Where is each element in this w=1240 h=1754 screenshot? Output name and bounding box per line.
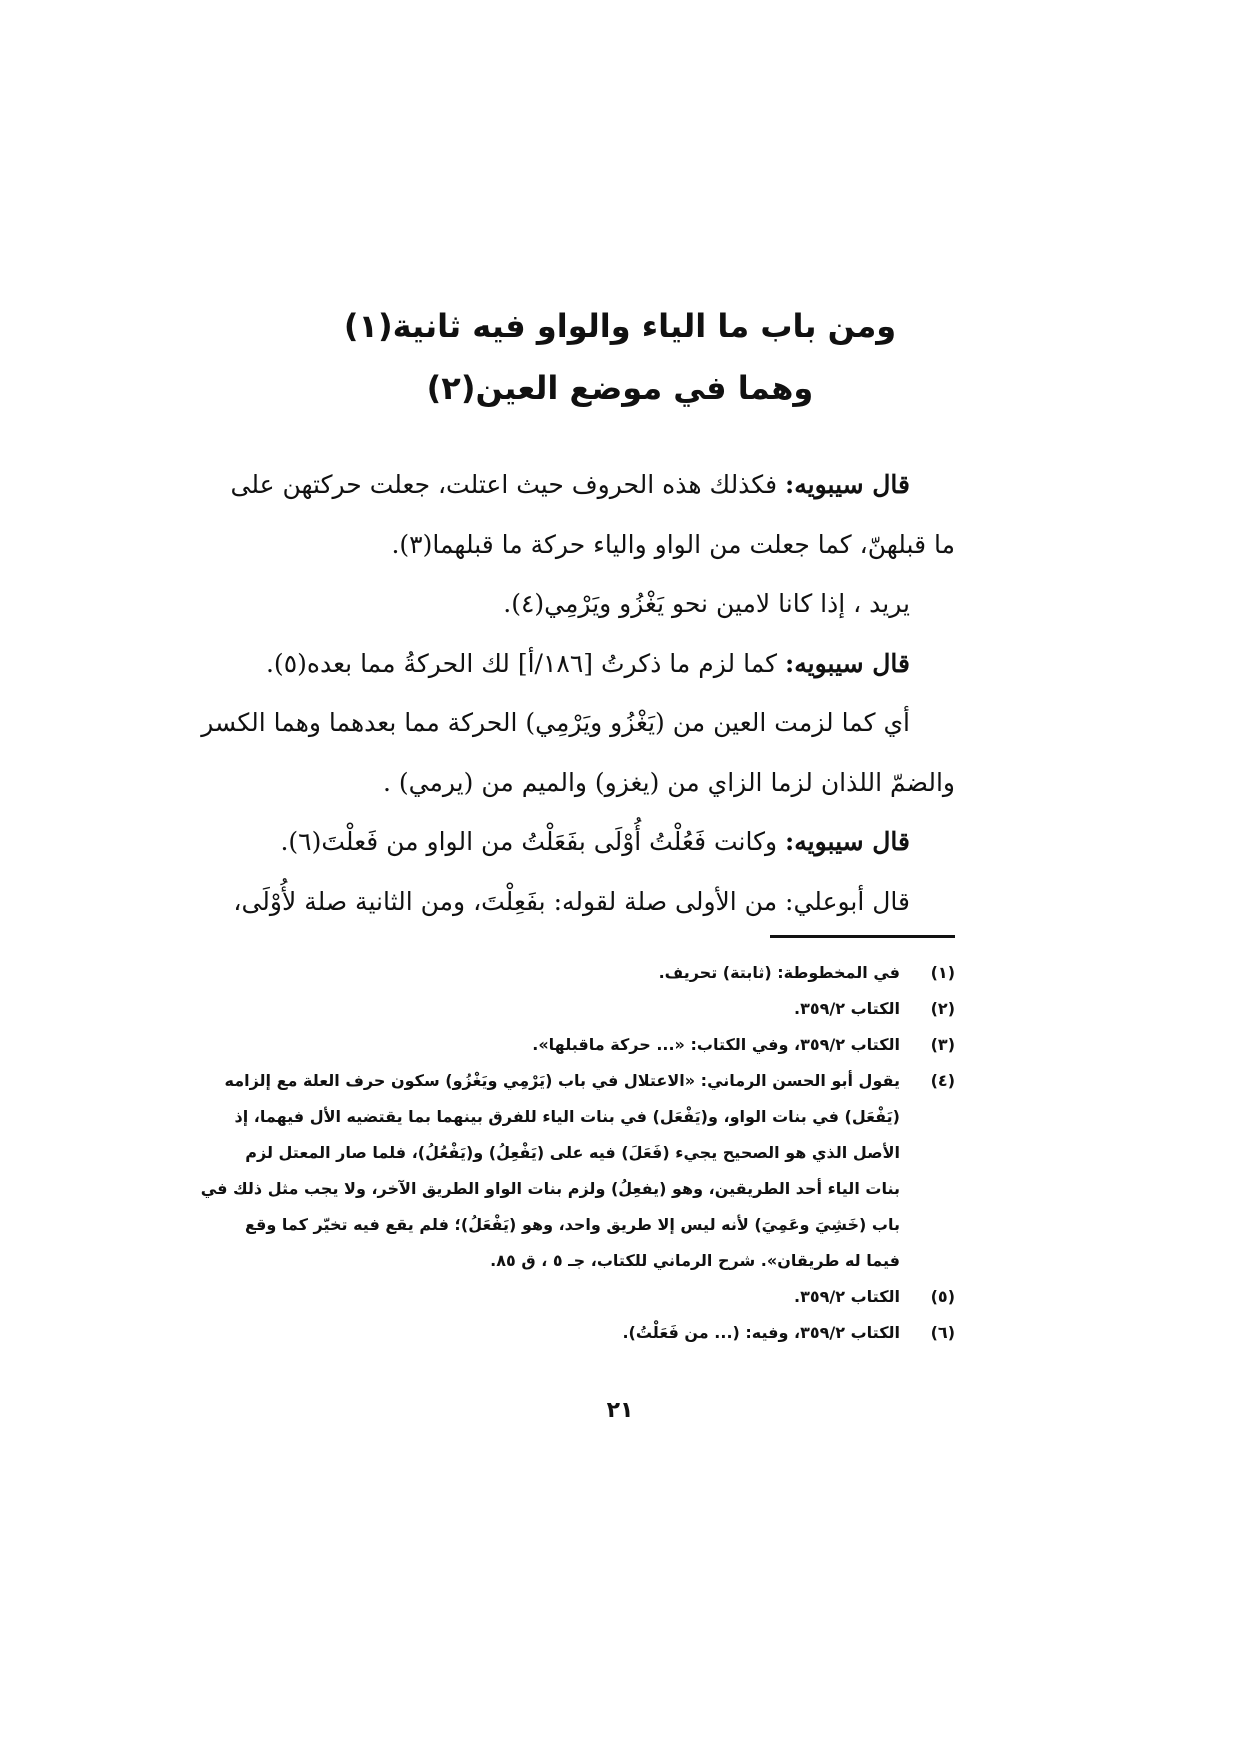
footnote-text (275, 1279, 900, 1315)
footnote-number: (٤) (930, 1071, 955, 1090)
footnote-line: الكتاب ٣٥٩/٢. (794, 999, 900, 1018)
footnote-number: (٥) (930, 1287, 955, 1306)
footnote-number: (٢) (930, 999, 955, 1018)
footnote-line: فيما له طريقان». شرح الرماني للكتاب، جـ ٥ ، ق ٨٥. (490, 1251, 900, 1270)
footnote-number: (٣) (930, 1035, 955, 1054)
paragraph-5-line-1 (275, 812, 955, 872)
paragraph-2-line-1: يريد ، إذا كانا لامين نحو يَغْزُو ويَرْمِي(٤). (503, 589, 910, 618)
paragraph-text: فكذلك هذه الحروف حيث اعتلت، جعلت حركتهن على (230, 470, 786, 499)
footnote-line: الكتاب ٣٥٩/٢، وفيه: (... من فَعَلْتُ). (622, 1323, 900, 1342)
paragraph-text: كما لزم ما ذكرتُ [١٨٦/أ] لك الحركةُ مما بعده(٥). (265, 648, 786, 678)
footnote-text (275, 1315, 900, 1351)
quote-lead: قال سيبويه: (785, 470, 910, 499)
quote-lead: قال سيبويه: (785, 648, 910, 678)
footnote (275, 991, 955, 1027)
footnote-text (275, 955, 900, 991)
footnote (275, 1279, 955, 1315)
chapter-heading (0, 295, 1240, 419)
footnote-text (201, 1063, 900, 1279)
footnote-text (275, 991, 900, 1027)
footnote (275, 1027, 955, 1063)
footnote (200, 1063, 955, 1279)
paragraph-3-line-1 (265, 634, 955, 694)
footnote-line: بنات الياء أحد الطريقين، وهو (يفعِلُ) ولزم بنات الواو الطريق الآخر، ولا يجب مثل ذلك في (200, 1179, 900, 1198)
footnote-line: باب (خَشِيَ وعَمِيَ) لأنه ليس إلا طريق واحد، وهو (يَفْعَلُ)؛ فلم يقع فيه تخيّر كما وقع (244, 1215, 900, 1234)
footnote-text (275, 1027, 900, 1063)
page-number: ٢١ (606, 1398, 634, 1423)
footnote-line: في المخطوطة: (ثابتة) تحريف. (658, 963, 900, 982)
footnote-number: (٦) (930, 1323, 955, 1342)
footnotes (200, 955, 955, 1351)
heading-line-1: ومن باب ما الياء والواو فيه ثانية(١) (343, 307, 897, 345)
paragraph-4-line-1: أي كما لزمت العين من (يَغْزُو ويَرْمِي) الحركة مما بعدهما وهما الكسر (201, 708, 910, 737)
footnote-line: (يَفْعَل) في بنات الواو، و(يَفْعَل) في بنات الياء للفرق بينهما بما يقتضيه الأل فيهما، إذ (234, 1107, 900, 1126)
paragraph-4-line-2: والضمّ اللذان لزما الزاي من (يغزو) والميم من (يرمي) . (383, 767, 955, 797)
footnote-line: الكتاب ٣٥٩/٢، وفي الكتاب: «... حركة ماقبلها». (532, 1035, 900, 1054)
footnote (275, 1315, 955, 1351)
footnote (275, 955, 955, 991)
footnote-divider (770, 935, 955, 938)
footnote-line: الكتاب ٣٥٩/٢. (794, 1287, 900, 1306)
heading-line-2: وهما في موضع العين(٢) (426, 369, 814, 407)
paragraph-text: وكانت فَعُلْتُ أُوْلَى بفَعَلْتُ من الواو من فَعلْتَ(٦). (280, 827, 786, 856)
paragraph-1-line-2: ما قبلهنّ، كما جعلت من الواو والياء حركة ما قبلهما(٣). (391, 529, 955, 559)
footnote-line: الأصل الذي هو الصحيح يجيء (فَعَلَ) فيه على (يَفْعِلُ) و(يَفْعُلُ)، فلما صار المعتل لزم (245, 1143, 900, 1162)
paragraph-6-line-1: قال أبوعلي: من الأولى صلة لقوله: بفَعِلْتَ، ومن الثانية صلة لأُوْلَى، (233, 886, 910, 916)
paragraph-1-line-1 (230, 455, 955, 515)
quote-lead: قال سيبويه: (785, 827, 910, 856)
main-text (201, 455, 955, 931)
footnote-number: (١) (930, 963, 955, 982)
footnote-line: يقول أبو الحسن الرماني: «الاعتلال في باب (يَرْمِي ويَغْزُو) سكون حرف العلة مع إلزامه (224, 1071, 900, 1090)
